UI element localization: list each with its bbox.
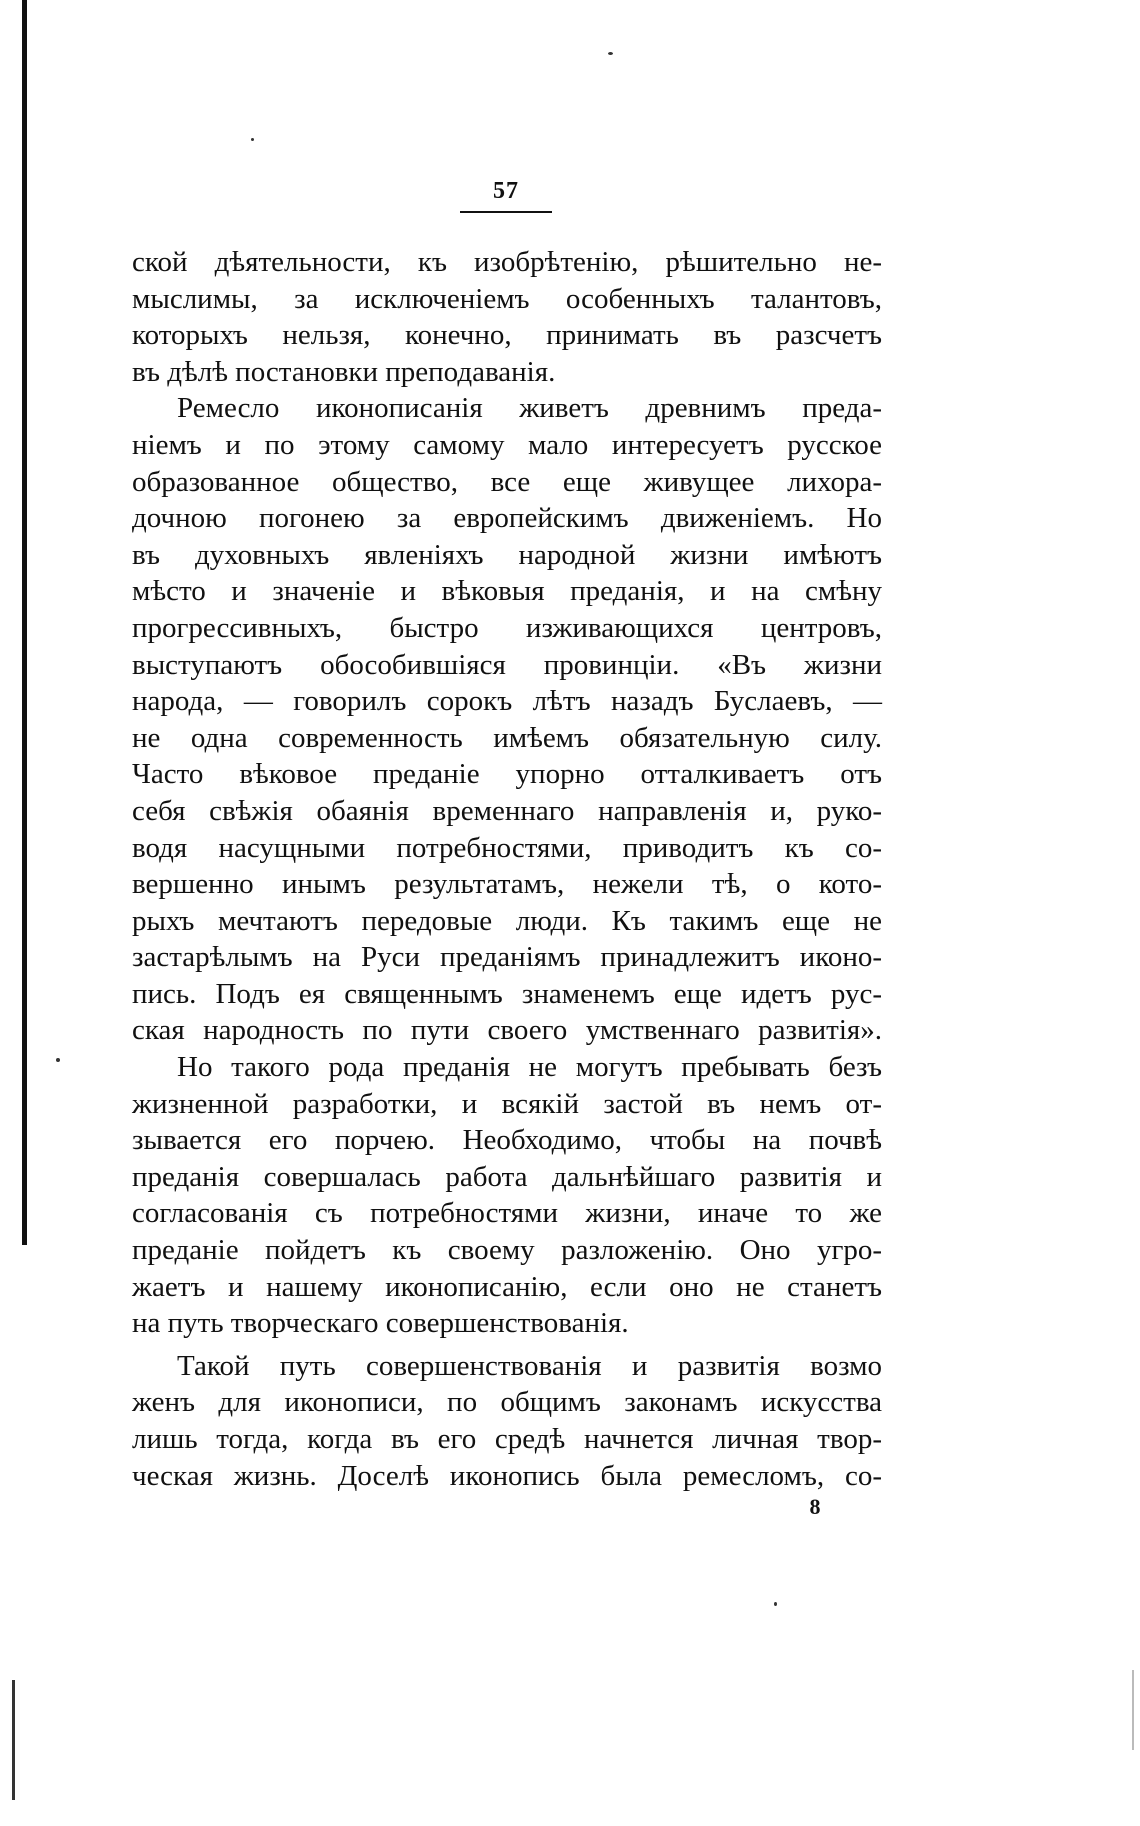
scan-edge-line xyxy=(22,0,27,1245)
text-line: лишь тогда, когда въ его средѣ начнется личная твор- xyxy=(132,1423,882,1455)
text-line: образованное общество, все еще живущее лихора- xyxy=(132,465,882,498)
text-line: Ремесло иконописанія живетъ древнимъ преда- xyxy=(177,392,882,425)
text-line: преданіе пойдетъ къ своему разложенію. Оно угро- xyxy=(132,1234,882,1267)
text-line: жизненной разработки, и всякій застой въ немъ от- xyxy=(132,1087,882,1120)
page-number: 57 xyxy=(493,178,519,204)
text-line: ской дѣятельности, къ изобрѣтенію, рѣшительно не- xyxy=(132,246,882,278)
text-line: народа, — говорилъ сорокъ лѣтъ назадъ Буслаевъ, — xyxy=(132,685,882,718)
paragraph xyxy=(132,1348,882,1494)
text-line: вершенно инымъ результатамъ, нежели тѣ, о кото- xyxy=(132,868,882,901)
paragraph xyxy=(132,390,882,1049)
scan-speck xyxy=(251,138,254,141)
text-line: жаетъ и нашему иконописанію, если оно не станетъ xyxy=(132,1270,882,1303)
text-line: въ духовныхъ явленіяхъ народной жизни имѣютъ xyxy=(132,538,882,571)
text-line: прогрессивныхъ, быстро изживающихся центровъ, xyxy=(132,611,882,644)
scan-speck xyxy=(608,52,613,55)
page-number-rule xyxy=(460,211,552,213)
text-line: себя свѣжія обаянія временнаго направленія и, руко- xyxy=(132,794,882,827)
text-line: на путь творческаго совершенствованія. xyxy=(132,1307,629,1340)
signature-mark: 8 xyxy=(809,1494,821,1519)
text-line: не одна современность имѣемъ обязательную силу. xyxy=(132,721,882,754)
text-line: застарѣлымъ на Руси преданіямъ принадлежитъ иконо- xyxy=(132,941,882,974)
text-line: пись. Подъ ея священнымъ знаменемъ еще идетъ рус- xyxy=(132,977,882,1010)
text-line: дочною погонею за европейскимъ движеніемъ. Но xyxy=(132,502,882,535)
text-line: зывается его порчею. Необходимо, чтобы на почвѣ xyxy=(132,1124,882,1157)
scan-edge-line-right xyxy=(1132,1670,1134,1750)
scan-edge-line-lower xyxy=(12,1680,15,1800)
scan-speck xyxy=(774,1602,777,1606)
text-line: которыхъ нельзя, конечно, принимать въ разсчетъ xyxy=(132,319,882,352)
text-line: согласованія съ потребностями жизни, иначе то же xyxy=(132,1197,882,1230)
text-line: Часто вѣковое преданіе упорно отталкиваетъ отъ xyxy=(132,758,882,791)
paragraph xyxy=(132,244,882,390)
text-body xyxy=(132,244,882,1494)
text-line: мѣсто и значеніе и вѣковыя преданія, и на смѣну xyxy=(132,575,882,608)
text-line: рыхъ мечтаютъ передовые люди. Къ такимъ еще не xyxy=(132,904,882,937)
text-line: водя насущными потребностями, приводитъ къ со- xyxy=(132,831,882,864)
scan-speck xyxy=(56,1058,60,1062)
text-line: мыслимы, за исключеніемъ особенныхъ талантовъ, xyxy=(132,282,882,315)
text-line: въ дѣлѣ постановки преподаванія. xyxy=(132,355,556,388)
text-line: женъ для иконописи, по общимъ законамъ искусства xyxy=(132,1386,882,1419)
text-line: преданія совершалась работа дальнѣйшаго развитія и xyxy=(132,1160,882,1193)
text-line: ніемъ и по этому самому мало интересуетъ русское xyxy=(132,428,882,461)
text-line: ская народность по пути своего умственнаго развитія». xyxy=(132,1014,882,1047)
text-line: ческая жизнь. Доселѣ иконопись была ремесломъ, со- xyxy=(132,1459,882,1492)
paragraph xyxy=(132,1049,882,1342)
text-line: Но такого рода преданія не могутъ пребывать безъ xyxy=(177,1051,882,1084)
text-line: Такой путь совершенствованія и развитія возмо xyxy=(177,1349,882,1382)
text-line: выступаютъ обособившіяся провинціи. «Въ жизни xyxy=(132,648,882,681)
